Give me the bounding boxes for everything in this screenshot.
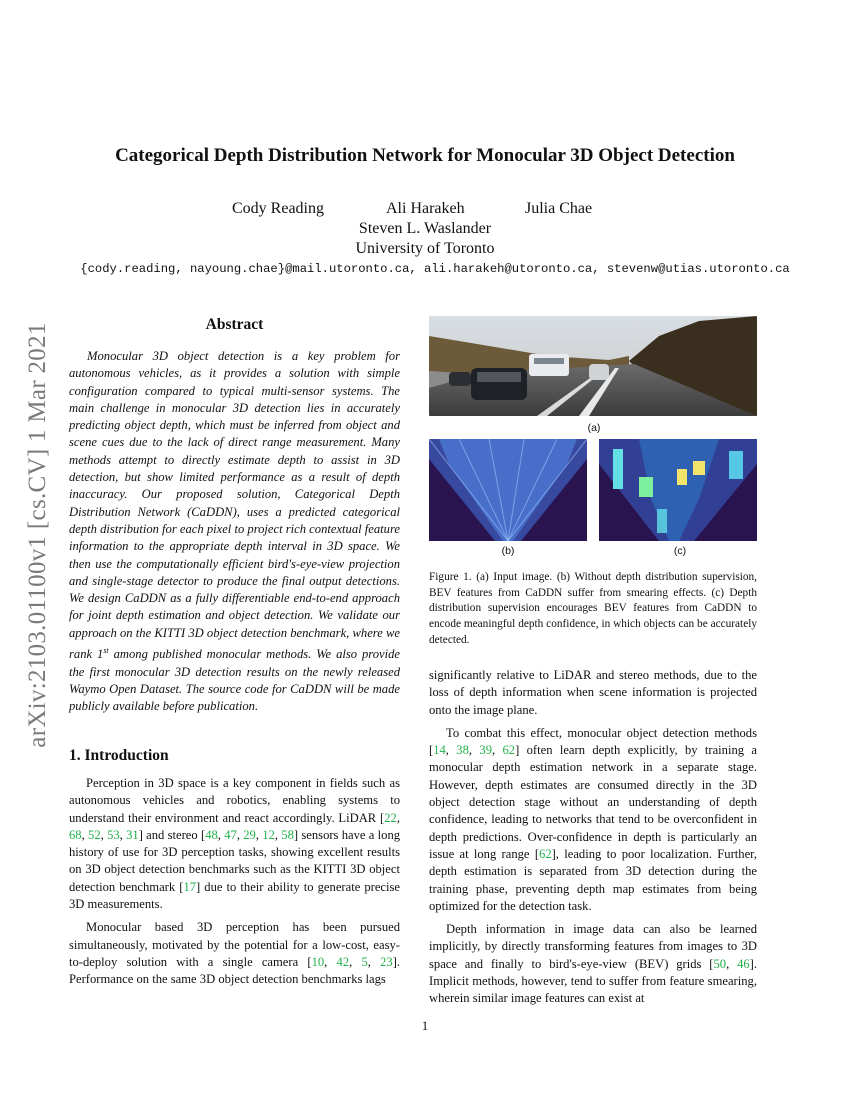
paragraph: Depth information in image data can also be learned implicitly, by directly transforming features from images to 3D space and finally to bird's-eye-view (BEV) grids [50, 46]. Implicit methods, however, tend to suffer from feature smearing, wherein similar image features can exist at xyxy=(429,922,758,1006)
paragraph: Monocular based 3D perception has been pursued simultaneously, motivated by the potential for a low-cost, easy-to-deploy solution with a single camera [10, 42, 5, 23]. Performance on the same 3D object detection benchmarks lags xyxy=(69,920,401,987)
citation-link[interactable]: 29 xyxy=(243,827,256,842)
citation-link[interactable]: 12 xyxy=(262,827,275,842)
right-column-text xyxy=(429,667,757,1014)
author-name: Cody Reading xyxy=(232,200,324,217)
citation-link[interactable]: 42 xyxy=(336,954,350,969)
citation-link[interactable]: 14 xyxy=(433,743,446,758)
citation-link[interactable]: 46 xyxy=(737,956,750,971)
author-emails: {cody.reading, nayoung.chae}@mail.utoronto.ca, ali.harakeh@utoronto.ca, stevenw@utias.utoronto.ca xyxy=(80,262,790,276)
citation-link[interactable]: 23 xyxy=(380,954,393,969)
page-number: 1 xyxy=(421,1018,429,1033)
figure-label: (a) xyxy=(587,422,601,434)
citation-link[interactable]: 52 xyxy=(88,827,101,842)
paragraph: Perception in 3D space is a key component in fields such as autonomous vehicles and robotics, enabling systems to understand their environment and react accordingly. LiDAR [22, 68, 52, 53, 31] and stereo [48, 47, 29, 12, 58] sensors have a long history of use for 3D perception tasks, showing excellent results on 3D object detection benchmarks such as the KITTI 3D object detection benchmark [17] due to their ability to generate precise 3D measurements. xyxy=(69,776,401,912)
citation-link[interactable]: 10 xyxy=(311,954,325,969)
figure-input-image xyxy=(429,316,757,416)
paragraph: significantly relative to LiDAR and stereo methods, due to the loss of depth information when scene information is projected onto the image plane. xyxy=(429,668,757,717)
paper-title: Categorical Depth Distribution Network for Monocular 3D Object Detection xyxy=(115,145,735,166)
author-name: Ali Harakeh xyxy=(386,200,465,217)
abstract-heading: Abstract xyxy=(205,316,264,333)
citation-link[interactable]: 38 xyxy=(456,743,469,758)
citation-link[interactable]: 47 xyxy=(224,827,237,842)
abstract-text: Monocular 3D object detection is a key problem for autonomous vehicles, as it provides a solution with simple configuration compared to typical multi-sensor systems. The main challenge in monocular 3D detection lies in accurately predicting object depth, which must be inferred from object and scene cues due to the lack of direct range measurement. Many methods attempt to directly estimate depth to assist in 3D detection, but show limited performance as a result of depth inaccuracy. Our proposed solution, Categorical Depth Distribution Network (CaDDN), uses a predicted categorical depth distribution for each pixel to project rich contextual feature information to the appropriate depth interval in 3D space. We then use the computationally efficient bird's-eye-view projection and single-stage detector to produce the final output detections. We design CaDDN as a fully differentiable end-to-end approach for joint depth estimation and object detection. We validate our approach on the KITTI 3D object detection benchmark, where we rank 1st among published monocular methods. We also provide the first monocular 3D detection results on the newly released Waymo Open Dataset. The source code for CaDDN will be made publicly available before publication. xyxy=(69,349,400,714)
figure-label: (b) xyxy=(501,545,515,557)
affiliation: University of Toronto xyxy=(355,240,495,257)
citation-link[interactable]: 39 xyxy=(479,743,492,758)
paragraph: To combat this effect, monocular object detection methods [14, 38, 39, 62] often learn depth explicitly, by training a monocular depth estimation network in a separate stage. However, depth estimates are consumed directly in the 3D object detection stage without an understanding of depth confidence, leading to networks that tend to be overconfident in depth predictions. Over-confidence in depth is particularly an issue at long range [62], leading to poor localization. Further, depth estimation is separated from 3D detection during the training phase, preventing depth map estimates from being optimized for the detection task. xyxy=(429,725,757,913)
citation-link[interactable]: 53 xyxy=(107,827,120,842)
citation-link[interactable]: 22 xyxy=(384,810,397,825)
citation-link[interactable]: 58 xyxy=(281,827,294,842)
road-scene-illustration xyxy=(429,316,757,416)
author-name: Julia Chae xyxy=(525,200,593,217)
citation-link[interactable]: 62 xyxy=(539,846,552,861)
figure-bev-with-supervision xyxy=(599,439,757,541)
citation-link[interactable]: 17 xyxy=(183,879,197,894)
figure-caption: Figure 1. (a) Input image. (b) Without depth distribution supervision, BEV features from CaDDN suffer from smearing effects. (c) Depth distribution supervision encourages BEV features from CaDDN to encode meaningful depth confidence, in which objects can be accurately detected. xyxy=(429,571,757,646)
bev-smearing-illustration xyxy=(429,439,587,541)
citation-link[interactable]: 31 xyxy=(126,827,139,842)
author-row xyxy=(0,200,850,220)
citation-link[interactable]: 62 xyxy=(502,743,516,758)
citation-link[interactable]: 48 xyxy=(205,827,218,842)
figure-bev-without-supervision xyxy=(429,439,587,541)
bev-confident-illustration xyxy=(599,439,757,541)
section-heading-introduction: 1. Introduction xyxy=(69,747,169,764)
arxiv-identifier: arXiv:2103.01100v1 [cs.CV] 1 Mar 2021 xyxy=(24,322,51,748)
citation-link[interactable]: 68 xyxy=(69,827,82,842)
figure-label: (c) xyxy=(673,545,687,557)
author-name: Steven L. Waslander xyxy=(358,220,492,237)
citation-link[interactable]: 5 xyxy=(361,954,368,969)
introduction-text xyxy=(69,775,400,995)
citation-link[interactable]: 50 xyxy=(713,956,727,971)
